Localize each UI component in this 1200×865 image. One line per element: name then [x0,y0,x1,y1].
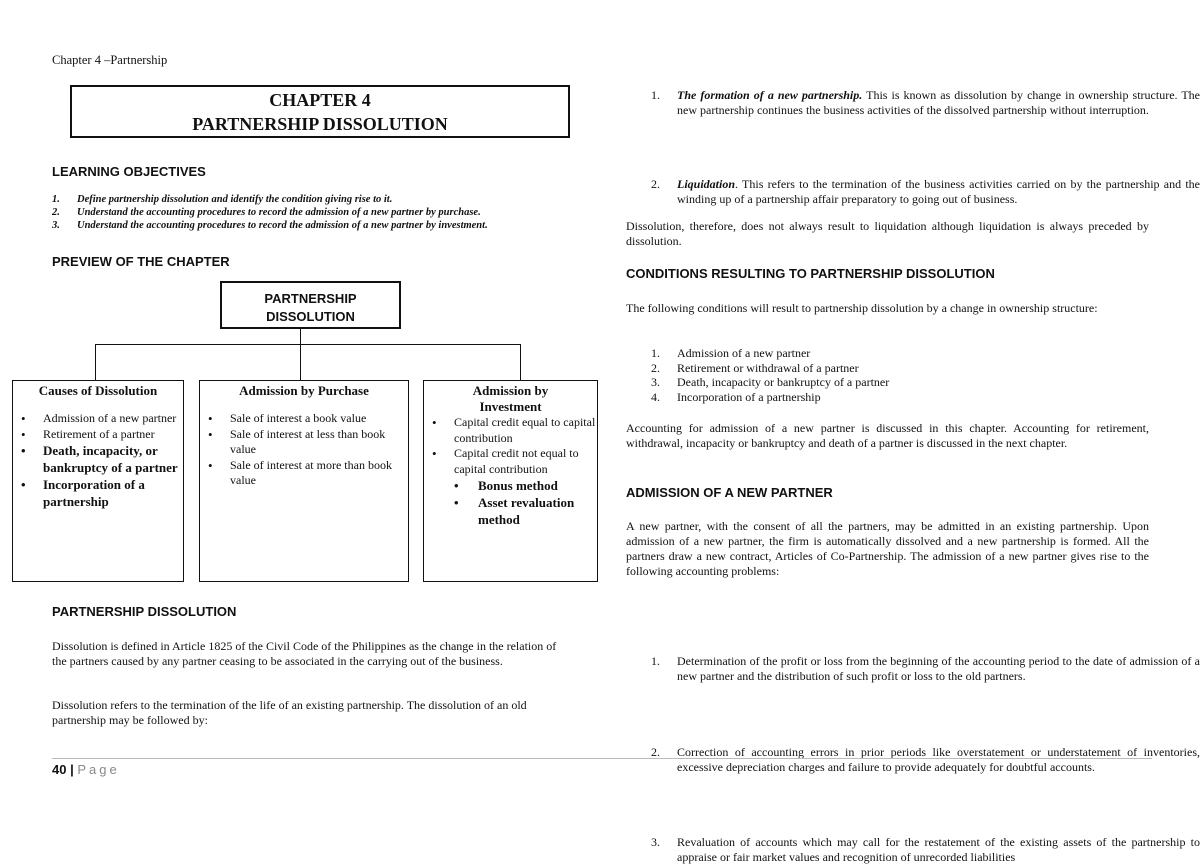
causes-item: • Incorporation of a partnership [13,476,183,510]
running-header: Chapter 4 –Partnership [52,53,168,67]
accounting-paragraph: Accounting for admission of a new partner is discussed in this chapter. Accounting for retirement, withdrawal, incapacity or bankruptcy and death of a partner is discussed in the next chapter. [626,421,1149,450]
investment-subitem: • Asset revaluation method [424,494,597,528]
admission-paragraph: A new partner, with the consent of all the partners, may be admitted in an existing partnership. Upon admission of a new partner, the firm is automatically dissolved and a new partnership is formed. All the partners draw a new contract, Articles of Co-Partnership. The admission of a new partner gives rise to the following accounting problems: [626,519,1149,578]
chapter-title: PARTNERSHIP DISSOLUTION [192,114,448,134]
objectives-heading: LEARNING OBJECTIVES [52,164,206,179]
investment-subitem: • Bonus method [424,477,597,494]
purchase-node [199,380,409,582]
connector-right [520,344,521,381]
admission-heading: ADMISSION OF A NEW PARTNER [626,485,833,500]
dissolution-heading: PARTNERSHIP DISSOLUTION [52,604,237,619]
investment-item: • Capital credit not equal to capital contribution [424,446,597,477]
conditions-heading: CONDITIONS RESULTING TO PARTNERSHIP DISSOLUTION [626,266,995,281]
footer-rule [52,758,1152,759]
chapter-title-box [70,85,570,138]
conditions-list [626,346,1149,404]
connector-root [300,329,301,381]
dissolution-paragraph-2: Dissolution refers to the termination of the life of an existing partnership. The dissolution of an old partnership may be followed by: [52,698,527,727]
objective-item: 3. Understand the accounting procedures to record the admission of a new partner by investment. [52,220,488,231]
causes-item: • Admission of a new partner [13,411,183,427]
condition-item: 3. Death, incapacity or bankruptcy of a partner [651,375,890,389]
investment-node [423,380,598,582]
purchase-item: • Sale of interest at less than book value [200,427,408,458]
condition-item: 2. Retirement or withdrawal of a partner [651,360,859,375]
problem-item-2: 2. Correction of accounting errors in prior periods like overstatement or understatement of inventories, excessive depreciation charges and failure to provide adequately for doubtful accounts. [651,745,1200,774]
purchase-item: • Sale of interest a book value [200,411,408,427]
dissolution-paragraph-1: Dissolution is defined in Article 1825 of the Civil Code of the Philippines as the change in the relation of the partners caused by any partner ceasing to be associated in the carrying out of the business. [52,639,557,668]
footer-page-word: Page [77,762,120,777]
purchase-item: • Sale of interest at more than book value [200,458,408,489]
condition-item: 1. Admission of a new partner [651,346,811,360]
dissolution-note: Dissolution, therefore, does not always result to liquidation although liquidation is always preceded by dissolution. [626,219,1149,248]
diagram-root-node [220,281,401,329]
connector-left [95,344,96,381]
connector-horizontal [95,344,520,345]
root-label-line2: DISSOLUTION [266,309,355,324]
conditions-intro: The following conditions will result to partnership dissolution by a change in ownership structure: [626,301,1098,315]
page-footer [52,762,120,777]
investment-item: • Capital credit equal to capital contribution [424,415,597,446]
problem-item-3: 3. Revaluation of accounts which may call for the restatement of the existing assets of the partnership to appraise or fair market values and recognition of unrecorded liabilities [651,835,1200,864]
followed-by-item-1: 1. The formation of a new partnership. This is known as dissolution by change in ownership structure. The new partnership continues the business activities of the dissolved partnership without interruption. [651,88,1200,117]
causes-title: Causes of Dissolution [38,383,158,398]
chapter-number: CHAPTER 4 [269,90,371,110]
causes-node [12,380,184,582]
causes-item: • Death, incapacity, or bankruptcy of a partner [13,442,183,476]
objectives-list [52,193,592,232]
objective-item: 2. Understand the accounting procedures to record the admission of a new partner by purchase. [52,207,481,218]
preview-heading: PREVIEW OF THE CHAPTER [52,254,230,269]
investment-title: Admission by Investment [472,383,549,414]
page-number: 40 [52,762,67,777]
causes-item: • Retirement of a partner [13,427,183,443]
followed-by-item-2: 2. Liquidation. This refers to the termination of the business activities carried on by the partnership and the winding up of a partnership affair preparatory to going out of business. [651,177,1200,206]
condition-item: 4. Incorporation of a partnership [651,389,821,404]
purchase-title: Admission by Purchase [239,383,369,398]
problem-item-1: 1. Determination of the profit or loss from the beginning of the accounting period to the date of admission of a new partner and the distribution of such profit or loss to the old partners. [651,654,1200,683]
objective-item: 1. Define partnership dissolution and identify the condition giving rise to it. [52,194,393,205]
root-label-line1: PARTNERSHIP [264,291,357,306]
footer-separator: | [70,762,74,777]
